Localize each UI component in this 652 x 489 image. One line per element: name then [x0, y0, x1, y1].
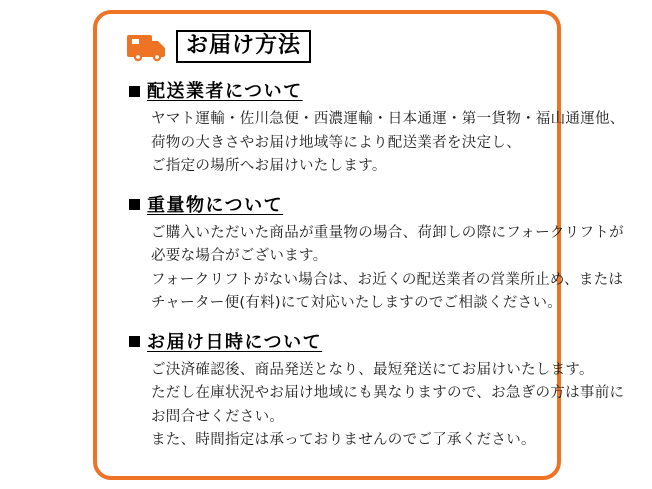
- filled-square-bullet-icon: [129, 199, 140, 210]
- section-heading: [129, 328, 535, 354]
- section-body: [151, 222, 624, 316]
- section-delivery-date: [119, 328, 625, 453]
- body-line: お問合せください。: [151, 408, 285, 425]
- body-line: チャーター便(有料)にて対応いたしますのでご相談ください。: [151, 295, 563, 312]
- delivery-truck-icon: [127, 31, 167, 62]
- body-line: ただし在庫状況やお届け地域にも異なりますので、お急ぎの方は事前に: [151, 385, 625, 402]
- body-line: ご指定の場所へお届けいたします。: [151, 158, 387, 175]
- body-line: フォークリフトがない場合は、お近くの配送業者の営業所止め、または: [151, 271, 624, 288]
- body-line: 必要な場合がございます。: [151, 248, 328, 265]
- body-line: ヤマト運輸・佐川急便・西濃運輸・日本通運・第一貨物・福山通運他、: [151, 111, 625, 128]
- section-heading: [129, 191, 535, 217]
- panel-title-box: [176, 30, 311, 63]
- delivery-info-panel: [93, 10, 625, 480]
- body-line: ご購入いただいた商品が重量物の場合、荷卸しの際にフォークリフトが: [151, 224, 624, 241]
- section-body: [151, 359, 625, 453]
- section-heading: [129, 77, 535, 103]
- section-body: [151, 108, 625, 178]
- section-title: 重量物について: [147, 194, 284, 216]
- section-carrier: [119, 77, 625, 178]
- filled-square-bullet-icon: [129, 336, 140, 347]
- panel-header: [127, 30, 535, 63]
- body-line: 荷物の大きさやお届け地域等により配送業者を決定し、: [151, 134, 521, 151]
- body-line: ご決済確認後、商品発送となり、最短発送にてお届けいたします。: [151, 361, 594, 378]
- section-title: お届け日時について: [147, 331, 323, 353]
- body-line: また、時間指定は承っておりませんのでご了承ください。: [151, 432, 536, 449]
- filled-square-bullet-icon: [129, 86, 140, 97]
- page-title: お届け方法: [186, 33, 302, 58]
- section-heavy-items: [119, 191, 624, 316]
- section-title: 配送業者について: [147, 81, 303, 103]
